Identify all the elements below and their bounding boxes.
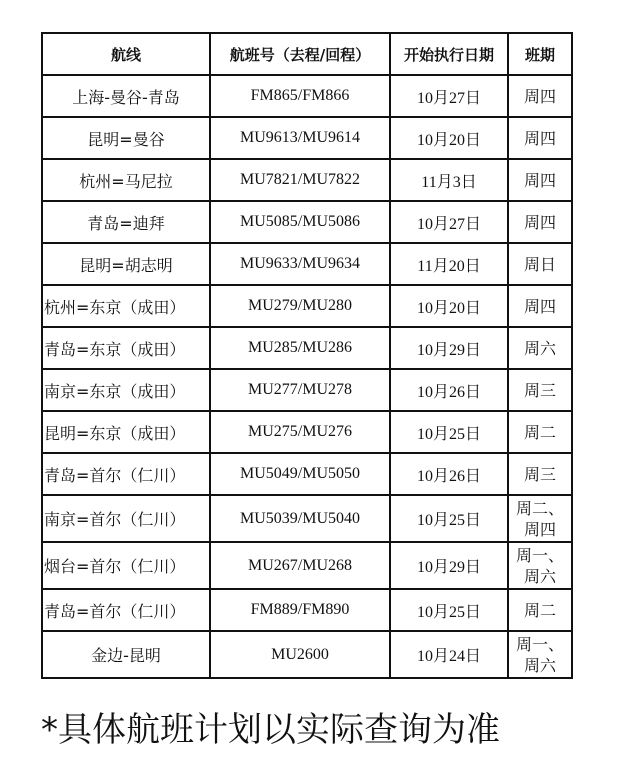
table-row xyxy=(42,589,572,631)
days-cell: 周二 xyxy=(508,589,572,631)
flight-number-cell: MU277/MU278 xyxy=(210,369,390,411)
flight-number-cell: MU9633/MU9634 xyxy=(210,243,390,285)
table-row xyxy=(42,542,572,589)
days-cell: 周二 xyxy=(508,411,572,453)
days-cell: 周四 xyxy=(508,117,572,159)
header-flight-number: 航班号（去程/回程） xyxy=(210,33,390,75)
route-cell: 青岛=东京（成田） xyxy=(42,327,210,369)
days-cell: 周三 xyxy=(508,453,572,495)
table-row xyxy=(42,201,572,243)
table-row xyxy=(42,75,572,117)
flight-number-cell: MU7821/MU7822 xyxy=(210,159,390,201)
start-date-cell: 10月29日 xyxy=(390,327,508,369)
flight-number-cell: MU285/MU286 xyxy=(210,327,390,369)
flight-number-cell: MU275/MU276 xyxy=(210,411,390,453)
flight-number-cell: MU5049/MU5050 xyxy=(210,453,390,495)
start-date-cell: 10月25日 xyxy=(390,411,508,453)
start-date-cell: 10月25日 xyxy=(390,589,508,631)
table-header-row xyxy=(42,33,572,75)
table-row xyxy=(42,159,572,201)
start-date-cell: 10月20日 xyxy=(390,285,508,327)
table-row xyxy=(42,285,572,327)
flight-number-cell: MU9613/MU9614 xyxy=(210,117,390,159)
table-row xyxy=(42,411,572,453)
start-date-cell: 11月20日 xyxy=(390,243,508,285)
table-body xyxy=(42,75,572,678)
table-row xyxy=(42,327,572,369)
header-route: 航线 xyxy=(42,33,210,75)
days-cell: 周一、周六 xyxy=(508,631,572,678)
start-date-cell: 10月27日 xyxy=(390,75,508,117)
header-days: 班期 xyxy=(508,33,572,75)
start-date-cell: 11月3日 xyxy=(390,159,508,201)
start-date-cell: 10月27日 xyxy=(390,201,508,243)
route-cell: 杭州=马尼拉 xyxy=(42,159,210,201)
route-cell: 青岛=首尔（仁川） xyxy=(42,453,210,495)
flight-number-cell: MU5039/MU5040 xyxy=(210,495,390,542)
days-cell: 周三 xyxy=(508,369,572,411)
flight-number-cell: MU2600 xyxy=(210,631,390,678)
table-row xyxy=(42,369,572,411)
start-date-cell: 10月24日 xyxy=(390,631,508,678)
footnote: *具体航班计划以实际查询为准 xyxy=(41,710,500,750)
table-row xyxy=(42,631,572,678)
route-cell: 昆明=曼谷 xyxy=(42,117,210,159)
flight-schedule-table xyxy=(41,32,573,679)
route-cell: 昆明=胡志明 xyxy=(42,243,210,285)
days-cell: 周四 xyxy=(508,285,572,327)
flight-number-cell: MU267/MU268 xyxy=(210,542,390,589)
table-row xyxy=(42,495,572,542)
start-date-cell: 10月20日 xyxy=(390,117,508,159)
route-cell: 南京=东京（成田） xyxy=(42,369,210,411)
days-cell: 周一、周六 xyxy=(508,542,572,589)
table-row xyxy=(42,117,572,159)
route-cell: 青岛=迪拜 xyxy=(42,201,210,243)
route-cell: 南京=首尔（仁川） xyxy=(42,495,210,542)
flight-number-cell: MU5085/MU5086 xyxy=(210,201,390,243)
start-date-cell: 10月25日 xyxy=(390,495,508,542)
table-row xyxy=(42,453,572,495)
days-cell: 周四 xyxy=(508,201,572,243)
header-start-date: 开始执行日期 xyxy=(390,33,508,75)
flight-number-cell: FM865/FM866 xyxy=(210,75,390,117)
days-cell: 周日 xyxy=(508,243,572,285)
days-cell: 周六 xyxy=(508,327,572,369)
flight-number-cell: FM889/FM890 xyxy=(210,589,390,631)
flight-number-cell: MU279/MU280 xyxy=(210,285,390,327)
route-cell: 烟台=首尔（仁川） xyxy=(42,542,210,589)
route-cell: 昆明=东京（成田） xyxy=(42,411,210,453)
route-cell: 杭州=东京（成田） xyxy=(42,285,210,327)
start-date-cell: 10月26日 xyxy=(390,369,508,411)
route-cell: 金边-昆明 xyxy=(42,631,210,678)
table-row xyxy=(42,243,572,285)
start-date-cell: 10月26日 xyxy=(390,453,508,495)
flight-schedule-sheet xyxy=(41,32,571,679)
days-cell: 周二、周四 xyxy=(508,495,572,542)
route-cell: 青岛=首尔（仁川） xyxy=(42,589,210,631)
days-cell: 周四 xyxy=(508,159,572,201)
route-cell: 上海-曼谷-青岛 xyxy=(42,75,210,117)
days-cell: 周四 xyxy=(508,75,572,117)
start-date-cell: 10月29日 xyxy=(390,542,508,589)
